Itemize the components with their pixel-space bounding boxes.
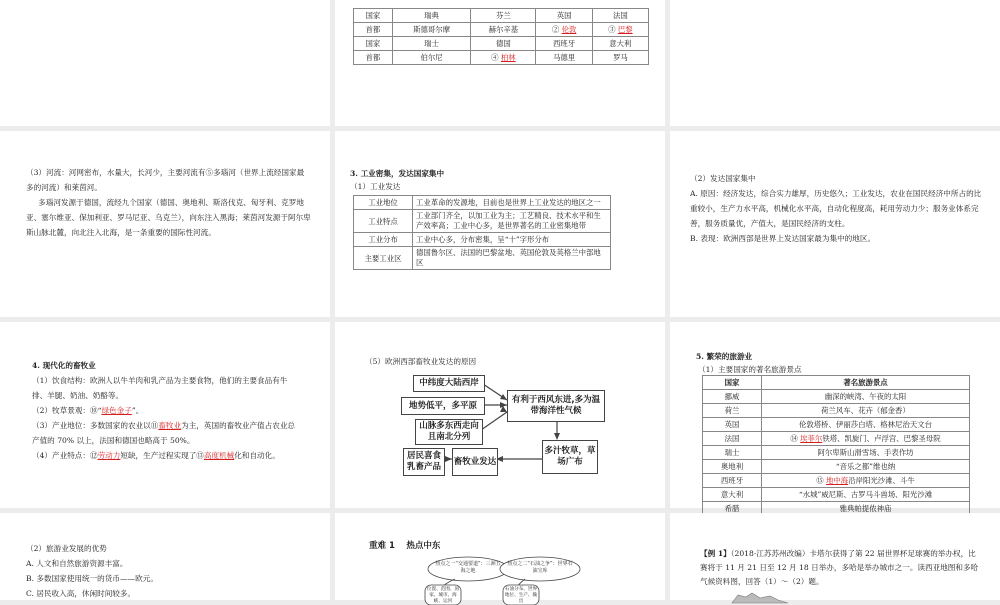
table-cell: 意大利 [703,488,762,502]
developed-performance: B. 表现：欧洲西部是世界上发达国家最为集中的地区。 [690,234,876,243]
table-cell: 伯尔尼 [392,51,470,65]
slide-blank-1 [0,0,330,126]
diagram-title: （5）欧洲西部畜牧业发达的原因 [365,357,477,366]
table-row [703,390,970,404]
table-cell: 法国 [703,432,762,446]
example-text: 【例 1】（2018·江苏苏州改编）卡塔尔获得了第 22 届世界杯足球赛的举办权，比赛将于 11 月 21 日至 12 月 18 日举办，多哈是举办城市之一。读西亚地图和多哈气候资料图，回答（1）～（2）题。 [700,549,979,586]
table-cell: ④ 柏林 [471,51,536,65]
husbandry-grass: （2）牧草景观：⑩“绿色金子”。 [32,406,144,415]
table-cell: 罗马 [592,51,648,65]
mindmap-node-location: 位置、范围、国家、城市、海峡、运河 [426,587,460,604]
table-cell: 德国 [471,37,536,51]
table-cell: 意大利 [592,37,648,51]
slide-rivers [0,131,330,317]
table-cell: 工业部门齐全，以加工业为主；工艺精良、技术水平和生产效率高；工业中心多，是世界著名的工业密集地带 [413,210,611,233]
tourism-title: 5. 繁荣的旅游业 [696,352,753,361]
diagram-box-husbandry: 畜牧业发达 [452,448,498,476]
middle-east-mindmap [335,513,665,600]
table-row [703,474,970,488]
table-cell: 幽深的峡湾、午夜的太阳 [762,390,970,404]
slide-example [670,513,1000,600]
slide-husbandry-diagram [335,322,665,508]
table-header-row [703,376,970,390]
industry-table [353,195,611,270]
diagram-box-diet: 居民喜食乳畜产品 [403,448,445,476]
table-row [354,37,649,51]
table-row [354,196,611,210]
table-cell: 首都 [354,51,393,65]
slide-advantages [0,513,330,600]
mindmap-node-oil-details: 石油分布、世界地位、生产、输出 [504,587,538,604]
table-cell: 赫尔辛基 [471,23,536,37]
table-row [703,404,970,418]
table-cell: ⑭ 埃菲尔铁塔、凯旋门、卢浮宫、巴黎圣母院 [762,432,970,446]
diagram-box-grass: 多汁牧草，草场广布 [542,440,598,474]
table-header-cell: 著名旅游景点 [762,376,970,390]
table-cell: 英国 [536,9,592,23]
slide-industry [335,131,665,317]
slide-middle-east [335,513,665,604]
rivers-paragraph-2: 多瑙河发源于德国，流经九个国家（德国、奥地利、斯洛伐克、匈牙利、克罗地亚、塞尔维亚、保加利亚、罗马尼亚、乌克兰），向东注入黑海；莱茵河发源于阿尔卑斯山脉北麓，向北注入北海，是一条重要的国际性河流。 [26,198,311,237]
table-cell: 首都 [354,23,393,37]
developed-reason: A. 原因：经济发达，综合实力雄厚，历史悠久；工业发达，农业在国民经济中所占的比重较小，生产力水平高，机械化水平高，自动化程度高，耗用劳动力少；服务业体系完善，服务质量优，产值大，是国民经济的支柱。 [690,189,982,228]
table-cell: 荷兰 [703,404,762,418]
table-row [354,210,611,233]
slide-husbandry [0,322,330,508]
middle-east-title: 重难 1 热点中东 [369,541,441,551]
table-row [354,51,649,65]
diagram-box-terrain: 地势低平，多平原 [401,397,485,415]
table-cell: 希腊 [703,502,762,516]
husbandry-features: （4）产业特点：⑫劳动力短缺，生产过程实现了⑬高度机械化和自动化。 [32,451,280,460]
table-cell: 英国 [703,418,762,432]
table-row [703,446,970,460]
table-cell: “水城”威尼斯、古罗马斗兽场、阳光沙滩 [762,488,970,502]
table-cell: 西班牙 [536,37,592,51]
table-cell: 瑞士 [392,37,470,51]
table-cell: 国家 [354,37,393,51]
table-row [703,432,970,446]
developed-title: （2）发达国家集中 [690,174,756,183]
table-row [703,488,970,502]
table-row [354,23,649,37]
table-cell: 阿尔卑斯山滑雪场、手表作坊 [762,446,970,460]
industry-subtitle: （1）工业发达 [350,182,401,191]
husbandry-status: （3）产业地位：多数国家的农业以⑪畜牧业为主，英国的畜牧业产值占农业总产值的 70% 以上，法国和德国也略高于 50%。 [32,421,296,445]
diagram-box-latitude: 中纬度大陆西岸 [413,375,485,392]
table-cell: 挪威 [703,390,762,404]
table-cell: 瑞士 [703,446,762,460]
slide-capitals [335,0,665,126]
table-cell: 西班牙 [703,474,762,488]
table-cell: 工业中心多，分布密集，呈“十”字形分布 [413,233,611,247]
table-cell: ⑮ 地中海沿岸阳光沙滩、斗牛 [762,474,970,488]
table-cell: 奥地利 [703,460,762,474]
table-cell: 工业分布 [354,233,413,247]
table-cell: 芬兰 [471,9,536,23]
table-cell: ③ 巴黎 [592,23,648,37]
table-cell: ② 伦敦 [536,23,592,37]
husbandry-diet: （1）饮食结构：欧洲人以牛羊肉和乳产品为主要食物，他们的主要食品有牛排、羊腿、奶油、奶酪等。 [32,376,288,400]
mindmap-node-traffic: 热点之一“交通要道”：三洲五海之地 [435,561,501,574]
table-cell: 法国 [592,9,648,23]
table-cell: 工业特点 [354,210,413,233]
industry-title: 3. 工业密集，发达国家集中 [350,169,445,178]
table-row [703,460,970,474]
slide-blank-2 [670,0,1000,126]
table-cell: 伦敦塔桥、伊丽莎白塔、格林尼治天文台 [762,418,970,432]
capitals-table [353,8,649,65]
table-cell: 瑞典 [392,9,470,23]
table-row [354,247,611,270]
table-cell: 主要工业区 [354,247,413,270]
slide-developed [670,131,1000,317]
table-cell: “音乐之都”维也纳 [762,460,970,474]
advantages-b: B. 多数国家使用统一的货币——欧元。 [26,574,158,583]
mindmap-node-oil: 热点之二“石油之争”：世界石油宝库 [507,561,573,574]
table-cell: 国家 [354,9,393,23]
table-cell: 雅典帕提侬神庙 [762,502,970,516]
table-cell: 荷兰风车、花卉（郁金香） [762,404,970,418]
advantages-a: A. 人文和自然旅游资源丰富。 [26,559,128,568]
table-cell: 工业革命的发源地，目前也是世界上工业发达的地区之一 [413,196,611,210]
table-cell: 工业地位 [354,196,413,210]
diagram-box-climate: 有利于西风东进,多为温带海洋性气候 [507,390,605,422]
slide-tourism [670,322,1000,513]
advantages-title: （2）旅游业发展的优势 [26,544,107,553]
tourism-subtitle: （1）主要国家的著名旅游景点 [698,365,802,374]
diagram-arrows [335,322,665,508]
rivers-paragraph-1: （3）河流：河网密布，水量大，长河少，主要河流有⑤多瑙河（世界上流经国家最多的河流）和莱茵河。 [26,168,305,192]
diagram-box-mountains: 山脉多东西走向且南北分列 [415,419,483,445]
table-header-cell: 国家 [703,376,762,390]
map-fragment-icon [730,591,790,603]
tourism-table [702,375,970,516]
husbandry-title: 4. 现代化的畜牧业 [32,361,96,370]
table-row [354,9,649,23]
table-row [703,418,970,432]
table-cell: 德国鲁尔区、法国的巴黎盆地、英国伦敦及英格兰中部地区 [413,247,611,270]
advantages-c: C. 居民收入高，休闲时间较多。 [26,589,136,598]
table-cell: 马德里 [536,51,592,65]
table-cell: 斯德哥尔摩 [392,23,470,37]
table-row [354,233,611,247]
